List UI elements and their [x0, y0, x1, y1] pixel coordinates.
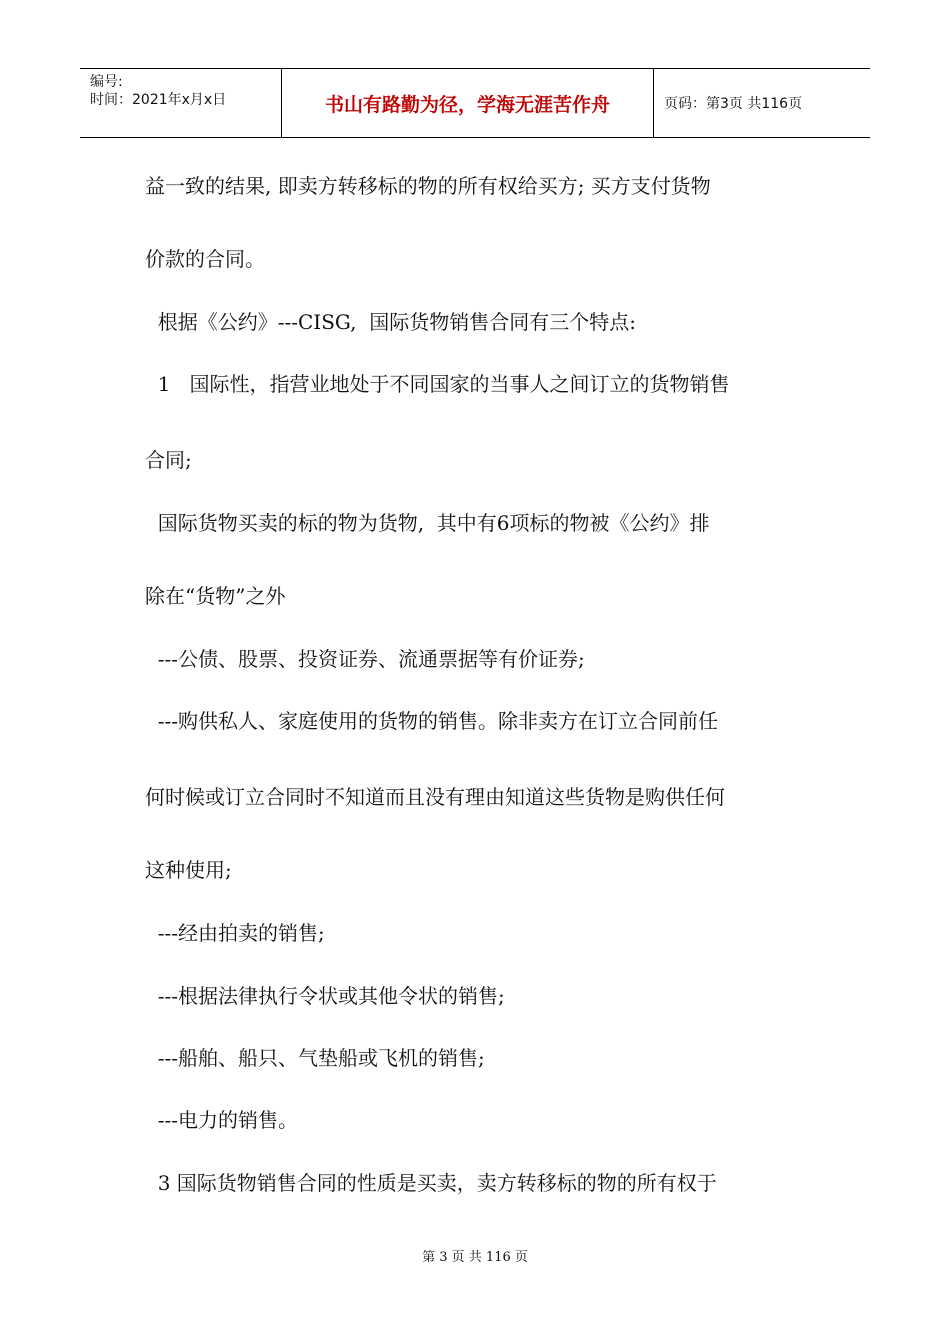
- body-line: 1 国际性，指营业地处于不同国家的当事人之间订立的货物销售: [145, 372, 730, 396]
- page-footer: 第 3 页 共 116 页: [422, 1250, 528, 1265]
- header-motto: 书山有路勤为径，学海无涯苦作舟: [282, 69, 654, 137]
- body-line: ---根据法律执行令状或其他令状的销售;: [145, 984, 505, 1008]
- body-line: ---经由拍卖的销售;: [145, 921, 325, 945]
- body-line: ---购供私人、家庭使用的货物的销售。除非卖方在订立合同前任: [145, 709, 718, 733]
- body-line: 价款的合同。: [145, 247, 265, 271]
- body-line: ---电力的销售。: [145, 1108, 298, 1132]
- document-time: 时间：2021年x月x日: [90, 92, 227, 108]
- body-line: 国际货物买卖的标的物为货物, 其中有6项标的物被《公约》排: [145, 511, 710, 535]
- page-header: [80, 68, 870, 138]
- body-line: 3 国际货物销售合同的性质是买卖，卖方转移标的物的所有权于: [145, 1171, 717, 1195]
- body-line: 益一致的结果, 即卖方转移标的物的所有权给买方; 买方支付货物: [145, 174, 711, 198]
- document-number-label: 编号:: [90, 74, 123, 90]
- body-line: 根据《公约》---CISG, 国际货物销售合同有三个特点:: [145, 310, 636, 334]
- header-meta: [80, 69, 282, 137]
- body-line: 合同;: [145, 448, 192, 472]
- body-line: 除在“货物”之外: [145, 584, 286, 608]
- body-line: ---公债、股票、投资证券、流通票据等有价证券;: [145, 647, 585, 671]
- header-page-info: 页码：第3页 共116页: [664, 96, 803, 112]
- body-line: ---船舶、船只、气垫船或飞机的销售;: [145, 1046, 485, 1070]
- body-line: 何时候或订立合同时不知道而且没有理由知道这些货物是购供任何: [145, 785, 725, 809]
- body-line: 这种使用;: [145, 858, 232, 882]
